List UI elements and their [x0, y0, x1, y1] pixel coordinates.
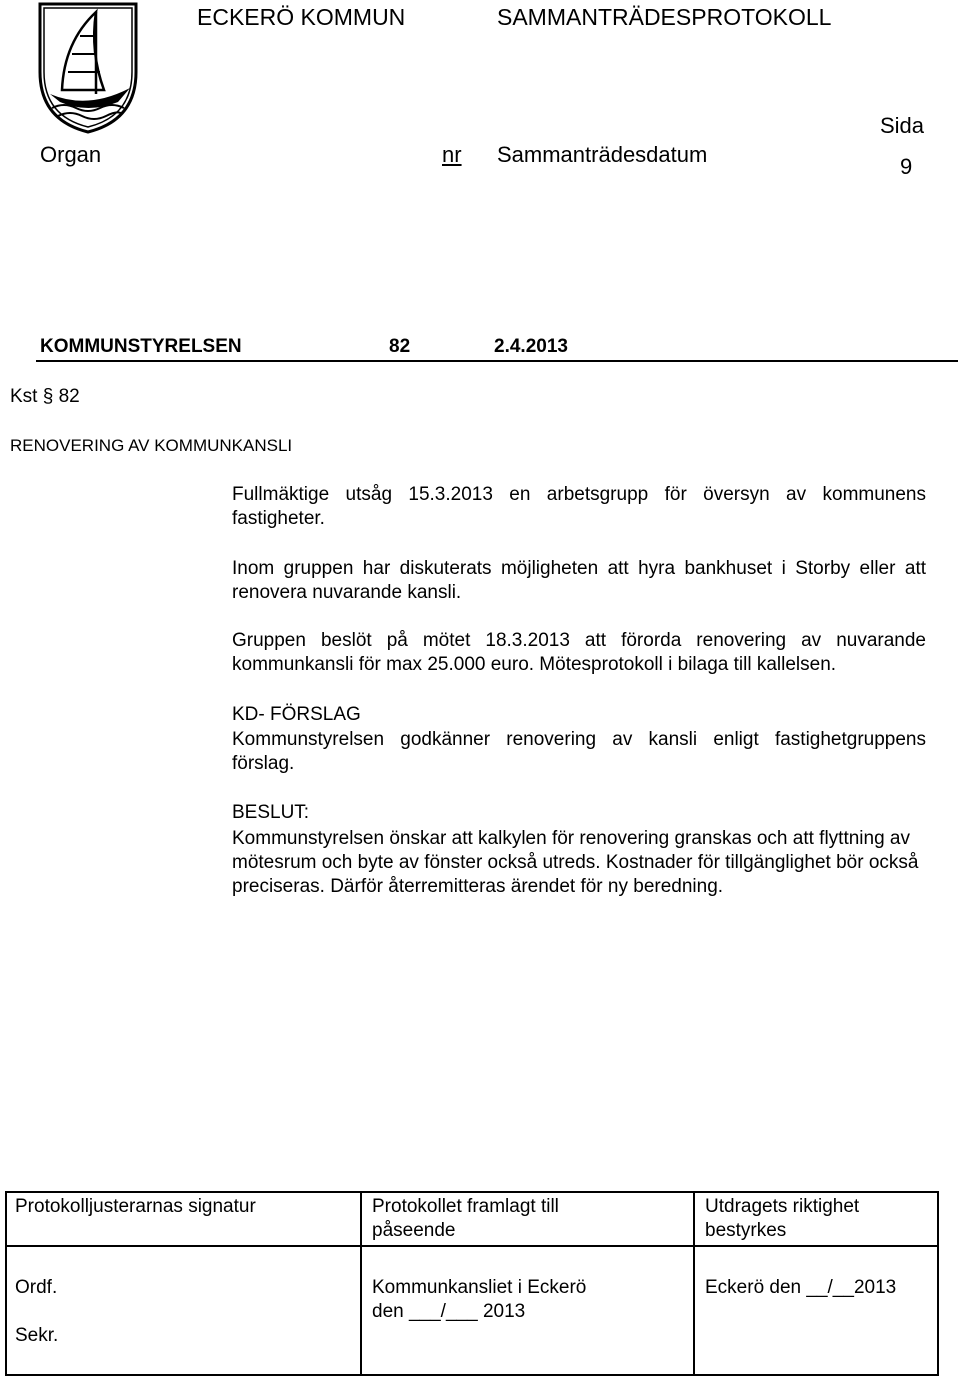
chair-label: Ordf.	[15, 1277, 58, 1298]
section-title: RENOVERING AV KOMMUNKANSLI	[10, 436, 293, 455]
municipality-coat-of-arms-logo	[34, 2, 142, 134]
meeting-date: 2.4.2013	[494, 336, 568, 357]
certified-header-line1: Utdragets riktighet	[705, 1196, 860, 1217]
proposal-text: Kommunstyrelsen godkänner renovering av kansli enligt fastighetgruppens förslag.	[232, 729, 926, 774]
certified-date: Eckerö den __/__2013	[705, 1277, 897, 1298]
posted-location: Kommunkansliet i Eckerö	[372, 1277, 587, 1298]
paragraph-1: Fullmäktige utsåg 15.3.2013 en arbetsgrupp för översyn av kommunens fastigheter.	[232, 484, 926, 529]
posted-header-line1: Protokollet framlagt till	[372, 1196, 559, 1217]
organ-column-label: Organ	[40, 142, 102, 167]
signature-table-divider-1	[360, 1193, 362, 1374]
signature-table	[5, 1191, 939, 1376]
signature-table-divider-2	[693, 1193, 695, 1374]
meeting-organ: KOMMUNSTYRELSEN	[40, 336, 242, 357]
certified-header-line2: bestyrkes	[705, 1220, 787, 1241]
paragraph-number: Kst § 82	[10, 386, 80, 407]
nr-column-label: nr	[442, 142, 462, 167]
document-type-title: SAMMANTRÄDESPROTOKOLL	[497, 4, 832, 30]
posted-header-line2: påseende	[372, 1220, 456, 1241]
paragraph-3: Gruppen beslöt på mötet 18.3.2013 att förorda renovering av nuvarande kommunkansli för max 25.000 euro. Mötesprotokoll i bilaga till kallelsen.	[232, 630, 926, 675]
page-number: 9	[900, 154, 913, 179]
secretary-label: Sekr.	[15, 1325, 59, 1346]
paragraph-2: Inom gruppen har diskuterats möjligheten att hyra bankhuset i Storby eller att renovera nuvarande kansli.	[232, 558, 926, 603]
decision-heading: BESLUT:	[232, 802, 310, 823]
signature-table-header-divider	[7, 1245, 937, 1247]
page-column-label: Sida	[880, 113, 925, 138]
posted-date: den ___/___ 2013	[372, 1301, 526, 1322]
signature-header: Protokolljusterarnas signatur	[15, 1196, 256, 1217]
meeting-number: 82	[389, 336, 411, 357]
meta-divider	[36, 360, 958, 362]
date-column-label: Sammanträdesdatum	[497, 142, 708, 167]
decision-text: Kommunstyrelsen önskar att kalkylen för renovering granskas och att flyttning av mötesrum och byte av fönster också utreds. Kostnader för tillgänglighet bör också preciseras. Därför återremitteras ärendet för ny beredning.	[232, 828, 919, 897]
proposal-heading: KD- FÖRSLAG	[232, 704, 361, 725]
municipality-name: ECKERÖ KOMMUN	[197, 4, 406, 30]
